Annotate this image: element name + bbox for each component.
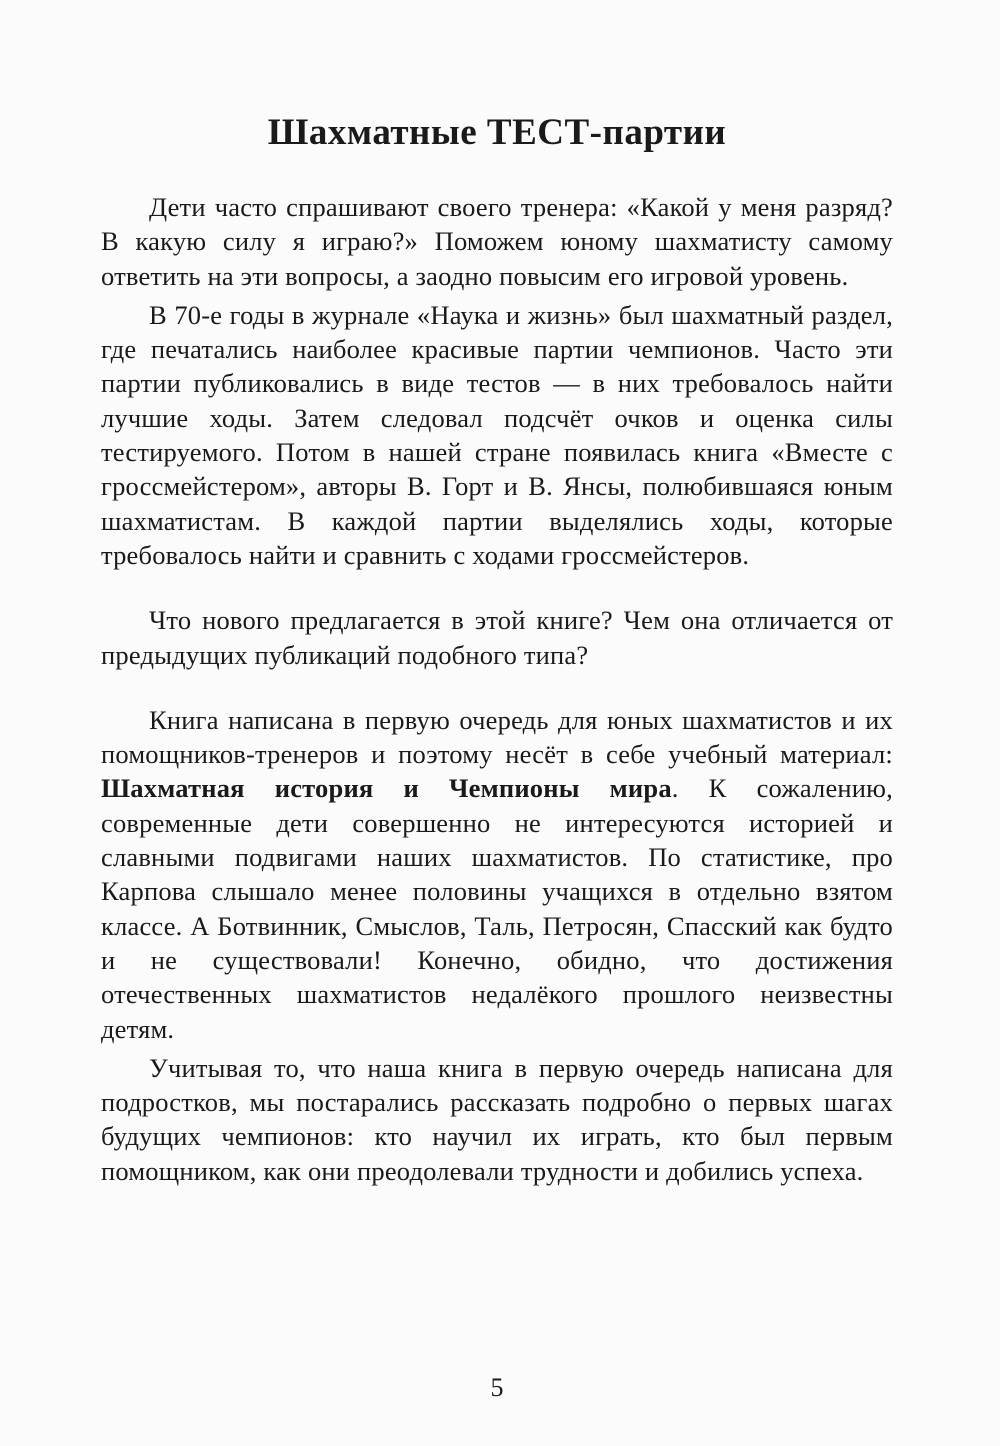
paragraph-2: В 70-е годы в журнале «Наука и жизнь» был шахматный раздел, где печатались наиболее красивые партии чемпионов. Часто эти партии публиковались в виде тестов — в них требовалось найти лучшие ходы. Затем следовал подсчёт очков и оценка силы тестируемого. Потом в нашей стране появилась книга «Вместе с гроссмейстером», авторы В. Горт и В. Янсы, полюбившаяся юным шахматистам. В каждой партии выделялись ходы, которые требовалось найти и сравнить с ходами гроссмейстеров.: [101, 299, 893, 570]
page-number: 5: [490, 1373, 504, 1402]
paragraph-5: Учитывая то, что наша книга в первую очередь написана для подростков, мы постарались рассказать подробно о первых шагах будущих чемпионов: кто научил их играть, кто был первым помощником, как они преодолевали трудности и добились успеха.: [101, 1052, 893, 1186]
paragraph-1: Дети часто спрашивают своего тренера: «Какой у меня разряд? В какую силу я играю?» Поможем юному шахматисту самому ответить на эти вопросы, а заодно повысим его игровой уровень.: [101, 192, 893, 291]
paragraph-4-bold-phrase: Шахматная история и Чемпионы мира: [101, 773, 672, 804]
paragraph-4: [101, 703, 893, 1046]
body-text: [101, 190, 893, 1188]
paragraph-4-text-end: . К сожалению, современные дети совершенно не интересуются историей и славными подвигами наших шахматистов. По статистике, про Карпова слышало менее половины учащихся в отдельно взятом классе. А Ботвинник, Смыслов, Таль, Петросян, Спасский как будто и не существовали! Конечно, обидно, что достижения отечественных шахматистов недалёкого прошлого неизвестны детям.: [101, 773, 894, 1044]
paragraph-4-text-start: Книга написана в первую очередь для юных шахматистов и их помощников-тренеров и поэтому несёт в себе учебный материал:: [101, 704, 893, 770]
page-title: Шахматные ТЕСТ-партии: [267, 112, 727, 153]
paragraph-3: Что нового предлагается в этой книге? Чем она отличается от предыдущих публикаций подобного типа?: [101, 605, 893, 670]
